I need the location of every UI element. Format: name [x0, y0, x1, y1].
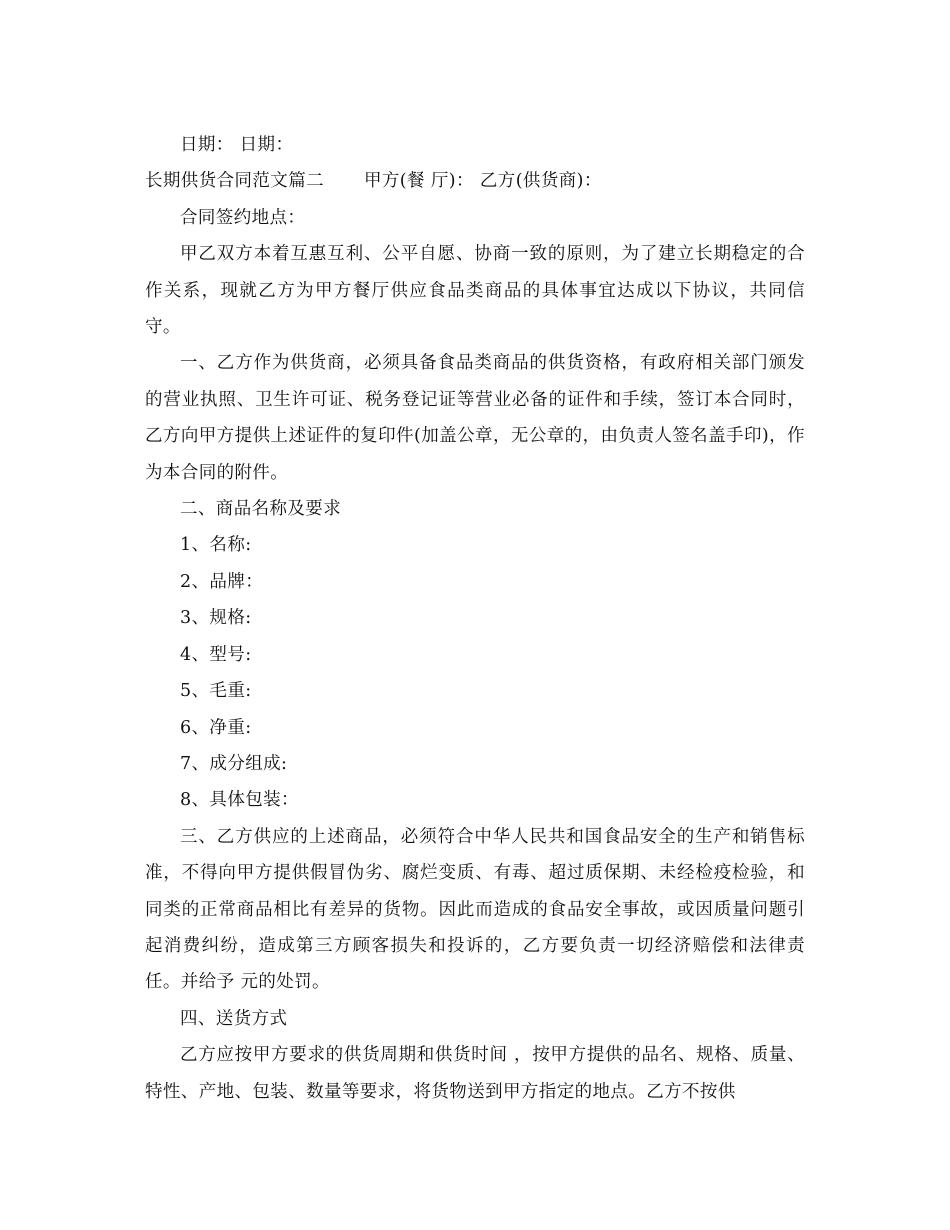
- item-composition: 7、成分组成:: [180, 753, 288, 774]
- item-name: 1、名称:: [180, 535, 252, 556]
- signing-place: 合同签约地点：: [180, 207, 306, 228]
- date-line: 日期： 日期：: [180, 135, 294, 155]
- document-title: 长期供货合同范文篇二: [145, 171, 324, 192]
- title-line: [145, 163, 805, 199]
- item-packaging: 8、具体包装：: [180, 790, 299, 811]
- item-model: 4、型号:: [180, 644, 252, 665]
- item-brand: 2、品牌：: [180, 571, 264, 592]
- item-net-weight: 6、净重:: [180, 717, 252, 738]
- document-body: [145, 127, 805, 1110]
- paragraph-clause-2-heading: 二、商品名称及要求: [180, 499, 342, 520]
- paragraph-clause-1: 一、乙方作为供货商，必须具备食品类商品的供货资格，有政府相关部门颁发的营业执照、卫生许可证、税务登记证等营业必备的证件和手续，签订本合同时，乙方向甲方提供上述证件的复印件(加盖公章，无公章的，由负责人签名盖手印)，作为本合同的附件。: [145, 353, 805, 483]
- party-b-label: 乙方(供货商)：: [479, 171, 602, 192]
- paragraph-clause-3: 三、乙方供应的上述商品，必须符合中华人民共和国食品安全的生产和销售标准，不得向甲方提供假冒伪劣、腐烂变质、有毒、超过质保期、未经检疫检验，和同类的正常商品相比有差异的货物。因此而造成的食品安全事故，或因质量问题引起消费纠纷，造成第三方顾客损失和投诉的，乙方要负责一切经济赔偿和法律责任。并给予 元的处罚。: [145, 826, 805, 993]
- paragraph-delivery: 乙方应按甲方要求的供货周期和供货时间 ，按甲方提供的品名、规格、质量、特性、产地、包装、数量等要求，将货物送到甲方指定的地点。乙方不按供: [145, 1045, 805, 1102]
- paragraph-intro: 甲乙双方本着互惠互利、公平自愿、协商一致的原则，为了建立长期稳定的合作关系，现就乙方为甲方餐厅供应食品类商品的具体事宜达成以下协议，共同信守。: [145, 244, 805, 338]
- party-a-label: 甲方(餐 厅)：: [364, 171, 474, 192]
- item-gross-weight: 5、毛重:: [180, 681, 252, 702]
- paragraph-clause-4-heading: 四、送货方式: [180, 1008, 288, 1029]
- item-spec: 3、规格:: [180, 608, 252, 629]
